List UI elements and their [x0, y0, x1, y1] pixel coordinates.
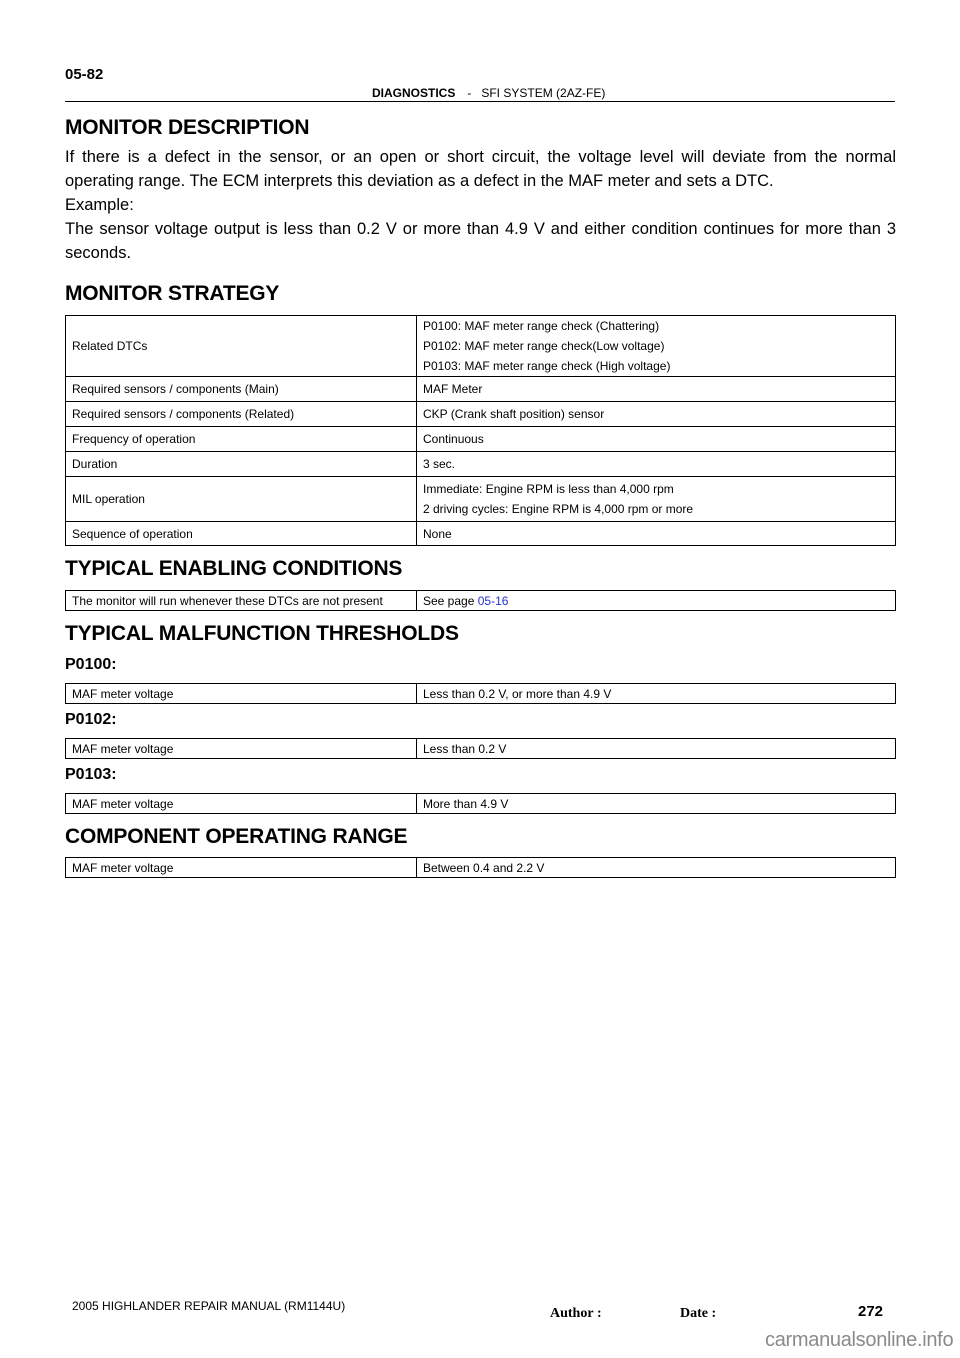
table-row [66, 858, 896, 878]
table-value: None [417, 522, 896, 546]
table-key: Required sensors / components (Main) [66, 377, 417, 402]
dtc-code-heading: P0103: [65, 766, 117, 783]
example-label: Example: [65, 196, 134, 214]
monitor-strategy-table [65, 315, 896, 546]
header-rule [65, 101, 895, 102]
table-row [66, 377, 896, 402]
date-label: Date : [680, 1306, 717, 1321]
table-value [417, 316, 896, 377]
manual-footer: 2005 HIGHLANDER REPAIR MANUAL (RM1144U) [72, 1299, 346, 1313]
table-value: CKP (Crank shaft position) sensor [417, 402, 896, 427]
table-key: Required sensors / components (Related) [66, 402, 417, 427]
table-key: MAF meter voltage [66, 739, 417, 759]
table-key: The monitor will run whenever these DTCs are not present [66, 591, 417, 611]
operating-range-table [65, 857, 896, 878]
table-row [66, 739, 896, 759]
table-key: MAF meter voltage [66, 684, 417, 704]
threshold-table [65, 738, 896, 759]
table-key: Frequency of operation [66, 427, 417, 452]
table-row [66, 522, 896, 546]
table-row [66, 316, 896, 377]
table-value: Less than 0.2 V [417, 739, 896, 759]
table-value [417, 591, 896, 611]
see-page-text: See page [423, 593, 478, 608]
table-key: Related DTCs [66, 316, 417, 377]
monitor-description-title: MONITOR DESCRIPTION [65, 116, 310, 139]
page-link[interactable]: 05-16 [477, 593, 509, 608]
table-value: More than 4.9 V [417, 794, 896, 814]
table-key: MAF meter voltage [66, 794, 417, 814]
table-row [66, 684, 896, 704]
value-line: P0103: MAF meter range check (High voltage) [423, 359, 671, 373]
value-line: 2 driving cycles: Engine RPM is 4,000 rpm or more [423, 502, 694, 516]
footer-page-number: 272 [858, 1303, 884, 1320]
subsection-name: SFI SYSTEM (2AZ-FE) [481, 86, 606, 100]
author-label: Author : [550, 1306, 602, 1321]
enabling-conditions-title: TYPICAL ENABLING CONDITIONS [65, 557, 403, 580]
thresholds-title: TYPICAL MALFUNCTION THRESHOLDS [65, 622, 459, 645]
operating-range-title: COMPONENT OPERATING RANGE [65, 825, 408, 848]
table-key: Duration [66, 452, 417, 477]
value-line: P0100: MAF meter range check (Chattering) [423, 319, 660, 333]
main-content [65, 116, 896, 878]
running-header [372, 86, 605, 100]
dtc-code-heading: P0102: [65, 711, 117, 728]
table-key: MIL operation [66, 477, 417, 522]
value-line: P0102: MAF meter range check(Low voltage) [423, 339, 665, 353]
table-row [66, 427, 896, 452]
monitor-strategy-title: MONITOR STRATEGY [65, 282, 280, 305]
page-number: 05-82 [65, 66, 104, 83]
table-row [66, 402, 896, 427]
table-row [66, 452, 896, 477]
table-key: Sequence of operation [66, 522, 417, 546]
table-row [66, 591, 896, 611]
table-value [417, 477, 896, 522]
example-paragraph: The sensor voltage output is less than 0.2 V or more than 4.9 V and either condition continues for more than 3 seconds. [65, 220, 896, 262]
threshold-table [65, 793, 896, 814]
table-value: MAF Meter [417, 377, 896, 402]
table-value: Continuous [417, 427, 896, 452]
watermark: carmanualsonline.info [765, 1329, 954, 1351]
value-line: Immediate: Engine RPM is less than 4,000 rpm [423, 482, 674, 496]
header-separator: - [467, 86, 472, 100]
table-row [66, 794, 896, 814]
enabling-conditions-table [65, 590, 896, 611]
table-value: 3 sec. [417, 452, 896, 477]
table-value: Between 0.4 and 2.2 V [417, 858, 896, 878]
threshold-table [65, 683, 896, 704]
section-name: DIAGNOSTICS [372, 86, 456, 100]
dtc-code-heading: P0100: [65, 656, 117, 673]
description-paragraph: If there is a defect in the sensor, or an open or short circuit, the voltage level will deviate from the normal operating range. The ECM interprets this deviation as a defect in the MAF meter and sets a DTC. [65, 148, 896, 190]
table-value: Less than 0.2 V, or more than 4.9 V [417, 684, 896, 704]
table-row [66, 477, 896, 522]
table-key: MAF meter voltage [66, 858, 417, 878]
